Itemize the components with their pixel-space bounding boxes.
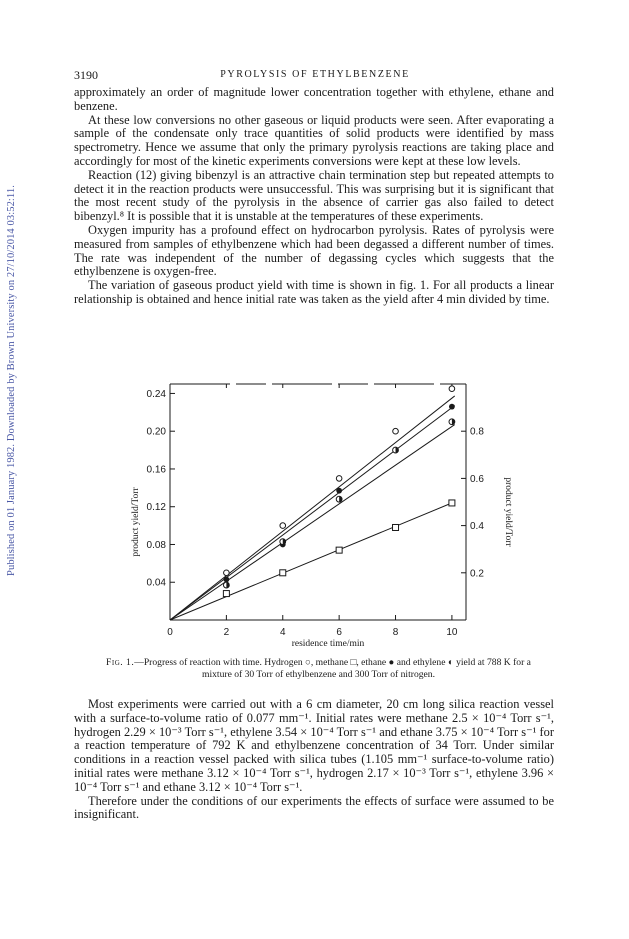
y-tick-label-left: 0.12	[146, 502, 166, 514]
caption-text: —Progress of reaction with time. Hydrogen ○, methane □, ethane ● and ethylene ◐ yield at 788 K for a mixture of 30 Torr of ethylbenzene and 300 Torr of nitrogen.	[134, 657, 531, 680]
point-half-circle	[393, 447, 399, 453]
point-half-circle	[449, 419, 455, 425]
y-tick-label-left: 0.16	[146, 464, 166, 476]
point-filled-circle	[336, 488, 342, 494]
x-tick-label: 6	[336, 627, 342, 638]
fit-line-open-square	[170, 502, 455, 620]
running-title: PYROLYSIS OF ETHYLBENZENE	[220, 69, 410, 80]
fit-line-open-circle	[170, 396, 455, 620]
point-half-circle	[280, 539, 286, 545]
tick-labels	[131, 389, 513, 648]
y-tick-label-right: 0.6	[470, 473, 484, 485]
y-tick-label-left: 0.24	[146, 388, 166, 400]
y-tick-label-left: 0.08	[146, 539, 166, 551]
x-tick-label: 10	[446, 627, 458, 638]
body-text-top	[74, 86, 554, 307]
paragraph: The variation of gaseous product yield with time is shown in fig. 1. For all products a linear relationship is obtained and hence initial rate was taken as the yield after 4 min divided by time.	[74, 278, 554, 306]
point-open-circle	[449, 386, 455, 392]
point-open-square	[280, 570, 286, 576]
caption-label: Fig. 1.	[106, 657, 135, 668]
point-filled-circle	[223, 577, 229, 583]
x-tick-label: 8	[392, 627, 399, 638]
y-axis-label-right: product yield/Torr	[503, 477, 513, 547]
download-note: Published on 01 January 1982. Downloaded by Brown University on 27/10/2014 03:52:11.	[5, 184, 17, 576]
figure-1	[118, 378, 530, 648]
paragraph: Reaction (12) giving bibenzyl is an attractive chain termination step but repeated attempts to detect it in the reaction products were unsuccessful. This was surprising but it is significant that the most recent study of the pyrolysis in the absence of carrier gas also failed to detect bibenzyl.⁸ It is possible that it is unstable at the temperatures of these experiments.	[74, 167, 554, 224]
point-open-circle	[280, 523, 286, 529]
x-tick-label: 4	[279, 627, 286, 638]
page-number: 3190	[74, 68, 98, 82]
paragraph: approximately an order of magnitude lower concentration together with ethylene, ethane and benzene.	[74, 85, 554, 113]
data-points	[223, 386, 455, 597]
x-tick-label: 0	[167, 627, 173, 638]
point-half-circle	[336, 496, 342, 502]
y-tick-label-right: 0.4	[470, 521, 484, 533]
fit-lines	[170, 396, 455, 620]
point-half-circle	[223, 582, 229, 588]
y-tick-label-right: 0.8	[470, 426, 484, 438]
x-tick-label: 2	[223, 627, 230, 638]
point-open-square	[336, 547, 342, 553]
point-open-circle	[336, 476, 342, 482]
paragraph: Most experiments were carried out with a 6 cm diameter, 20 cm long silica reaction vessel with a surface-to-volume ratio of 0.077 mm⁻¹. Initial rates were methane 2.5 × 10⁻⁴ Torr s⁻¹, hydrogen 2.29 × 10⁻³ Torr s⁻¹, ethylene 3.54 × 10⁻⁴ Torr s⁻¹ and ethane 3.75 × 10⁻⁴ Torr s⁻¹ for a reaction temperature of 792 K and ethylbenzene concentration of 34 Torr. Under similar conditions in a reaction vessel packed with silica tubes (1.105 mm⁻¹ surface-to-volume ratio) initial rates were methane 3.12 × 10⁻⁴ Torr s⁻¹, hydrogen 2.17 × 10⁻³ Torr s⁻¹, ethylene 3.96 × 10⁻⁴ Torr s⁻¹ and ethane 3.12 × 10⁻⁴ Torr s⁻¹.	[74, 697, 554, 794]
y-axis-label-left: product yield/Torr	[131, 487, 141, 557]
y-tick-label-left: 0.04	[146, 577, 166, 589]
point-open-square	[223, 591, 229, 597]
fit-line-half-circle	[170, 425, 455, 620]
paragraph: Therefore under the conditions of our experiments the effects of surface were assumed to be insignificant.	[74, 793, 554, 822]
paragraph: At these low conversions no other gaseous or liquid products were seen. After evaporating a sample of the condensate only trace quantities of solid products were identified by mass spectrometry. Hence we assume that only the primary pyrolysis reactions are taking place and accordingly for most of the kinetic experiments conversions were kept at these low levels.	[74, 112, 554, 168]
yield-time-chart	[118, 378, 530, 648]
y-tick-label-right: 0.2	[470, 568, 484, 580]
point-open-circle	[393, 428, 399, 434]
point-filled-circle	[449, 404, 455, 410]
point-open-square	[449, 500, 455, 506]
download-watermark	[2, 180, 20, 580]
figure-caption	[96, 657, 541, 680]
y-tick-label-left: 0.20	[146, 426, 166, 438]
point-open-circle	[224, 570, 230, 576]
body-text-bottom	[74, 698, 554, 822]
paragraph: Oxygen impurity has a profound effect on hydrocarbon pyrolysis. Rates of pyrolysis were measured from samples of ethylbenzene which had been degassed a different number of times. The rate was independent of the number of degassing cycles which suggests that the ethylbenzene is oxygen-free.	[74, 222, 554, 279]
point-open-square	[393, 524, 399, 530]
page-header	[74, 68, 556, 84]
fit-line-filled-circle	[170, 405, 455, 620]
x-axis-label: residence time/min	[291, 639, 365, 648]
